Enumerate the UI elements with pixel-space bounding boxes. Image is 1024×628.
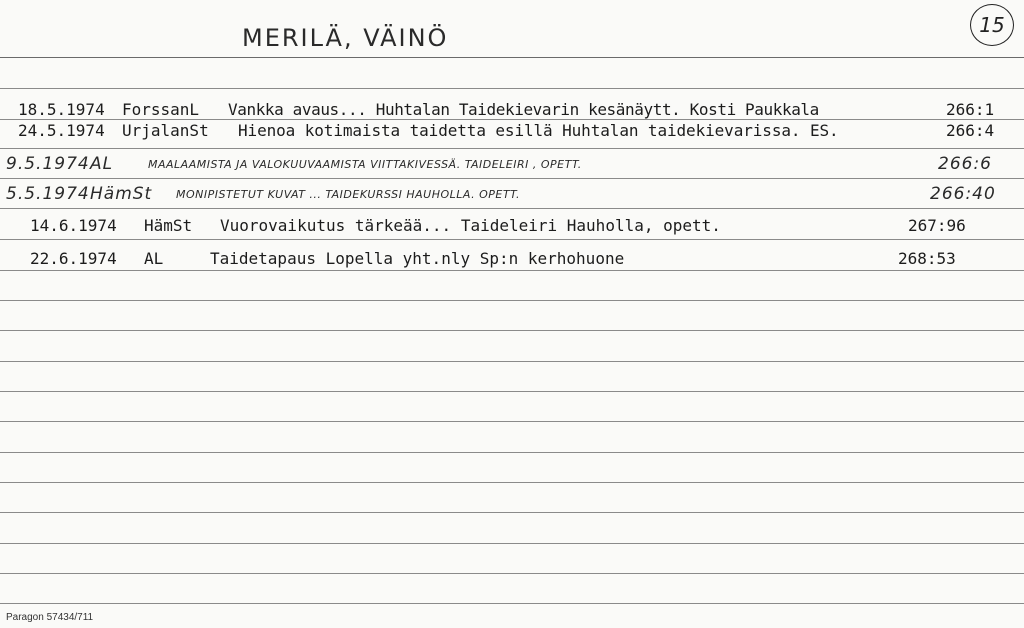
entry-ref: 266:4 [946, 121, 995, 140]
entry-ref: 266:1 [946, 100, 995, 119]
entry-text: Vankka avaus... Huhtalan Taidekievarin kesänäytt. Kosti Paukkala [228, 100, 819, 119]
ruled-line [0, 148, 1024, 149]
ruled-line [0, 482, 1024, 483]
ruled-line [0, 178, 1024, 179]
entry-text: Hienoa kotimaista taidetta esillä Huhtalan taidekievarissa. ES. [238, 121, 839, 140]
entry-date: 22.6.1974 [30, 249, 117, 268]
entry-ref: 268:53 [898, 249, 956, 268]
entry-date: 24.5.1974 [18, 121, 105, 140]
ruled-line [0, 88, 1024, 89]
entry-source: HämSt [90, 184, 153, 204]
entry-source: ForssanL [122, 100, 200, 119]
entry-ref: 267:96 [908, 216, 966, 235]
entry-text: MONIPISTETUT KUVAT ... TAIDEKURSSI HAUHOLLA. OPETT. [176, 188, 520, 201]
header-rule [0, 57, 1024, 58]
ruled-line [0, 512, 1024, 513]
entry-source: AL [90, 154, 114, 174]
entry-date: 18.5.1974 [18, 100, 105, 119]
ruled-line [0, 270, 1024, 271]
ruled-line [0, 391, 1024, 392]
entry-source: AL [144, 249, 164, 268]
ruled-line [0, 543, 1024, 544]
ruled-line [0, 421, 1024, 422]
ruled-line [0, 239, 1024, 240]
entry-ref: 266:6 [938, 154, 992, 174]
card-footer: Paragon 57434/711 [6, 612, 94, 623]
entry-source: UrjalanSt [122, 121, 209, 140]
entry-date: 9.5.1974 [6, 154, 90, 174]
ruled-line [0, 361, 1024, 362]
entry-text: MAALAAMISTA JA VALOKUUVAAMISTA VIITTAKIVESSÄ. TAIDELEIRI , OPETT. [148, 158, 582, 171]
entry-source: HämSt [144, 216, 193, 235]
ruled-line [0, 452, 1024, 453]
ruled-line [0, 119, 1024, 120]
entry-ref: 266:40 [930, 184, 996, 204]
entry-date: 14.6.1974 [30, 216, 117, 235]
entry-text: Taidetapaus Lopella yht.nly Sp:n kerhohuone [210, 249, 625, 268]
card-number: 15 [970, 4, 1014, 46]
ruled-line [0, 573, 1024, 574]
entry-text: Vuorovaikutus tärkeää... Taideleiri Hauholla, opett. [220, 216, 721, 235]
ruled-line [0, 603, 1024, 604]
card-title: MERILÄ, VÄINÖ [242, 24, 449, 52]
ruled-line [0, 330, 1024, 331]
ruled-line [0, 300, 1024, 301]
entry-date: 5.5.1974 [6, 184, 90, 204]
ruled-line [0, 208, 1024, 209]
